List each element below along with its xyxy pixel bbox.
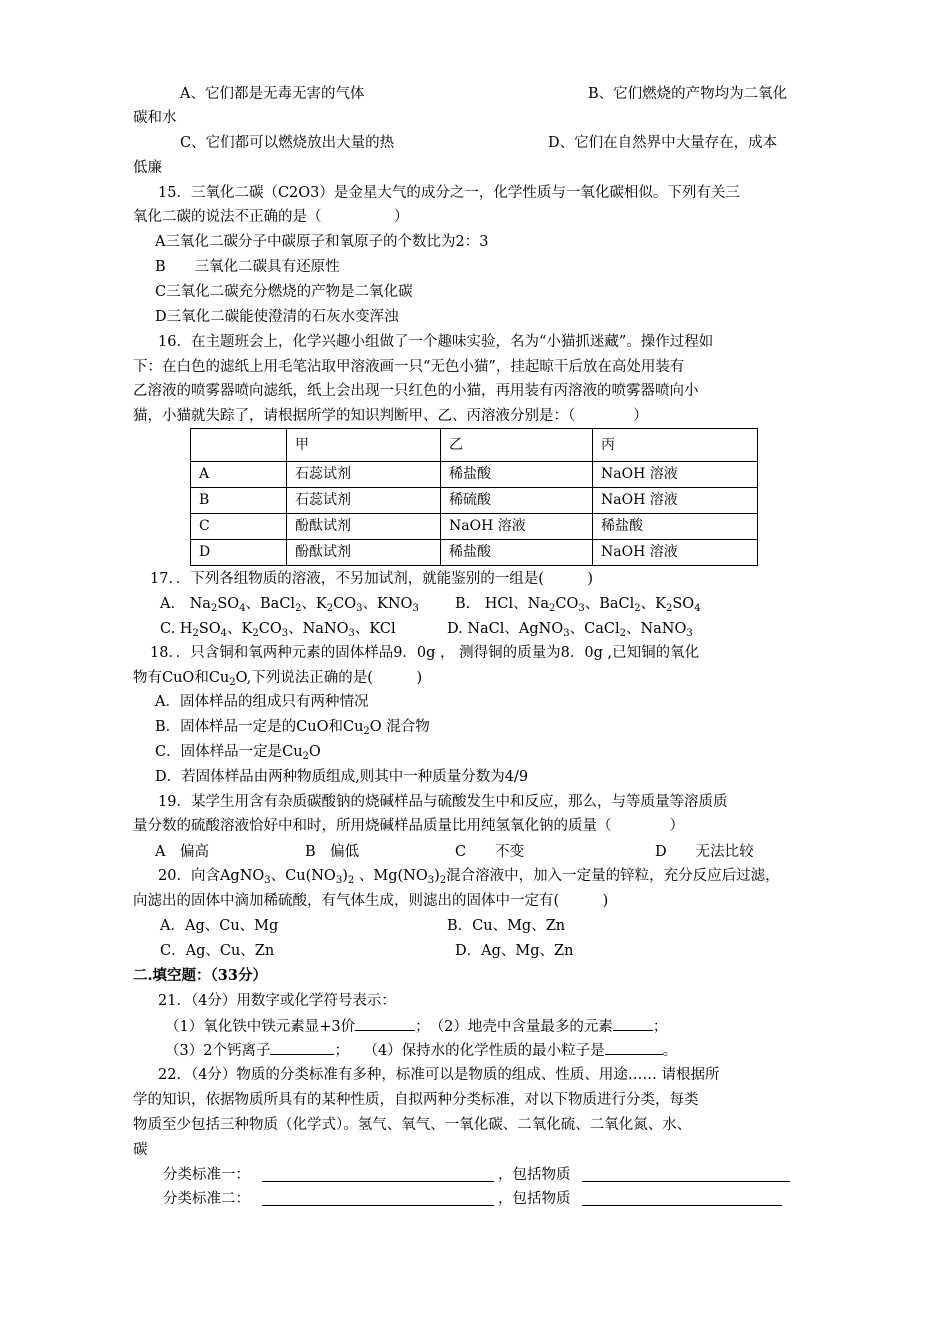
q18-option-a: A．固体样品的组成只有两种情况	[155, 694, 369, 710]
table-cell: NaOH 溶液	[593, 488, 758, 514]
q21-blank-1[interactable]	[355, 1016, 415, 1031]
q21-part2-end: ；	[652, 1019, 668, 1035]
q18-option-c	[155, 742, 321, 762]
q21-blank-4[interactable]	[605, 1040, 663, 1055]
q18-line2-sub: 2	[229, 677, 236, 688]
table-header-cell: 乙	[441, 429, 593, 462]
q18-line2-text: 物有CuO和Cu	[133, 670, 230, 686]
q20-option-d: D．Ag、Mg、Zn	[455, 943, 574, 959]
q17-b-label: B.	[455, 596, 471, 612]
q22-standard-2-label: 分类标准二：	[163, 1191, 250, 1207]
q22-standard-1-blank[interactable]	[262, 1181, 494, 1182]
q17-c-label: C.	[160, 621, 176, 637]
q18-option-b	[155, 717, 430, 737]
q15-option-d: D三氧化二碳能使澄清的石灰水变浑浊	[155, 309, 399, 325]
q20-line1-cu: 、Cu(NO	[270, 868, 336, 884]
q20-stem-line1: 20．向含AgNO$_3$、$Cu(NO_3)_2$ 、$Mg(NO_3)_2$混合溶液中，加入一定量的锌粒，充分反应后过滤，	[158, 868, 780, 886]
table-header-cell: 甲	[287, 429, 441, 462]
q22-stem-line2: 学的知识，依据物质所具有的某种性质，自拟两种分类标准，对以下物质进行分类，每类	[133, 1092, 699, 1108]
table-cell: 稀硫酸	[441, 488, 593, 514]
q16-table	[190, 428, 758, 566]
table-cell: 石蕊试剂	[287, 488, 441, 514]
q21-row2	[165, 1040, 677, 1061]
q17-option-c: C. $H_2SO_4$、$K_2CO_3$、NaNO$_3$、KCl	[160, 621, 396, 639]
q22-standard-2-blank[interactable]	[262, 1205, 494, 1206]
q21-part4: ； （4）保持水的化学性质的最小粒子是	[334, 1043, 605, 1059]
q16-stem-line2: 下：在白色的滤纸上用毛笔沾取甲溶液画一只“无色小猫”，挂起晾干后放在高处用装有	[133, 359, 685, 375]
q14-option-b-cont: 碳和水	[133, 110, 177, 126]
table-cell: 稀盐酸	[441, 462, 593, 488]
q18-b-text: B．固体样品一定是的CuO和Cu	[155, 719, 364, 735]
q14-option-d: D、它们在自然界中大量存在，成本	[548, 135, 778, 151]
table-cell: 稀盐酸	[593, 514, 758, 540]
q22-stem-line4: 碳	[133, 1142, 148, 1158]
table-cell: NaOH 溶液	[593, 540, 758, 566]
q17-a-label: A.	[160, 596, 176, 612]
table-row	[191, 488, 758, 514]
q17-option-a: A. $Na_2SO_4$、BaCl$_2$、$K_2CO_3$、$KNO_3$	[160, 596, 419, 614]
q21-part3: （3）2个钙离子	[165, 1043, 271, 1059]
q20-option-c: C．Ag、Cu、Zn	[160, 943, 275, 959]
q17-stem: 17．．下列各组物质的溶液，不另加试剂，就能鉴别的一组是( )	[150, 571, 594, 587]
q15-option-c: C三氧化二碳充分燃烧的产物是二氧化碳	[155, 284, 413, 300]
q19-stem-line1: 19．某学生用含有杂质碳酸钠的烧碱样品与硫酸发生中和反应，那么，与等质量等溶质质	[158, 794, 728, 810]
q20-option-b: B．Cu、Mg、Zn	[447, 918, 566, 934]
table-cell: 石蕊试剂	[287, 462, 441, 488]
table-header-cell	[191, 429, 287, 462]
q20-line1-mg: 、Mg(NO	[358, 868, 428, 884]
q21-part4-end: 。	[662, 1043, 678, 1059]
table-cell: NaOH 溶液	[593, 462, 758, 488]
q21-part1: （1）氧化铁中铁元素显+3价	[165, 1019, 356, 1035]
table-cell: B	[191, 488, 287, 514]
q17-option-b: B. HCl、$Na_2CO_3$、BaCl$_2$、$K_2SO_4$	[455, 596, 701, 614]
table-header-cell: 丙	[593, 429, 758, 462]
q22-standard-1-incl: ，包括物质	[498, 1167, 571, 1183]
q21-blank-3[interactable]	[270, 1040, 334, 1055]
q22-standard-2-items-blank[interactable]	[582, 1205, 782, 1206]
q18-c-end: O	[308, 744, 321, 760]
q15-stem-line1: 15．三氧化二碳（C2O3）是金星大气的成分之一，化学性质与一氧化碳相似。下列有关三	[158, 185, 740, 201]
q15-stem-line2: 氧化二碳的说法不正确的是（ ）	[133, 209, 409, 225]
table-cell: C	[191, 514, 287, 540]
q21-row1	[165, 1016, 667, 1037]
table-cell: 酚酞试剂	[287, 540, 441, 566]
q14-option-b: B、它们燃烧的产物均为二氧化	[588, 86, 788, 102]
q15-option-a: A三氧化二碳分子中碳原子和氧原子的个数比为2：3	[155, 234, 489, 250]
q17-option-d: D. NaCl、AgNO$_3$、CaCl$_2$、NaNO$_3$	[447, 621, 693, 639]
table-row	[191, 540, 758, 566]
q14-option-d-cont: 低廉	[133, 160, 162, 176]
q21-part2: ； （2）地壳中含量最多的元素	[415, 1019, 613, 1035]
q18-line2-end: O,下列说法正确的是( )	[235, 670, 423, 686]
q14-option-c: C、它们都可以燃烧放出大量的热	[180, 135, 395, 151]
q22-standard-2-incl: ，包括物质	[498, 1191, 571, 1207]
q18-b-sub: 2	[363, 726, 370, 737]
q20-line1-text: 20．向含AgNO	[158, 868, 265, 884]
table-cell: NaOH 溶液	[441, 514, 593, 540]
q18-stem-line1: 18．．只含铜和氧两种元素的固体样品9．0g ， 测得铜的质量为8．0g ,已知铜的氧化	[150, 645, 700, 661]
table-row	[191, 514, 758, 540]
q14-option-a: A、它们都是无毒无害的气体	[180, 86, 365, 102]
table-cell: 酚酞试剂	[287, 514, 441, 540]
q19-stem-line2: 量分数的硫酸溶液恰好中和时，所用烧碱样品质量比用纯氢氧化钠的质量（ ）	[133, 818, 684, 834]
q15-option-b: B 三氧化二碳具有还原性	[155, 259, 340, 275]
q16-stem-line1: 16．在主题班会上，化学兴趣小组做了一个趣味实验，名为“小猫抓迷藏”。操作过程如	[158, 334, 714, 350]
table-header-row	[191, 429, 758, 462]
table-cell: D	[191, 540, 287, 566]
q20-option-a: A．Ag、Cu、Mg	[160, 918, 279, 934]
q18-c-text: C．固体样品一定是Cu	[155, 744, 303, 760]
q22-stem-line1: 22．（4分）物质的分类标准有多种，标准可以是物质的组成、性质、用途…… 请根据所	[158, 1067, 720, 1083]
q20-stem-line2: 向滤出的固体中滴加稀硫酸，有气体生成，则滤出的固体中一定有( )	[133, 893, 609, 909]
q18-option-d: D．若固体样品由两种物质组成,则其中一种质量分数为4/9	[155, 769, 529, 785]
table-row	[191, 462, 758, 488]
q20-line1-end: 混合溶液中，加入一定量的锌粒，充分反应后过滤，	[446, 868, 780, 884]
q19-option-d: D 无法比较	[655, 844, 754, 860]
section-title: 二.填空题：（33分）	[133, 967, 267, 984]
table-cell: 稀盐酸	[441, 540, 593, 566]
q21-blank-2[interactable]	[613, 1016, 653, 1031]
q19-option-b: B 偏低	[305, 844, 360, 860]
q19-option-a: A 偏高	[155, 844, 209, 860]
q22-standard-1-items-blank[interactable]	[582, 1181, 790, 1182]
q22-standard-1-label: 分类标准一：	[163, 1167, 250, 1183]
q17-d-label: D.	[447, 621, 463, 637]
q16-stem-line4: 猫，小猫就失踪了，请根据所学的知识判断甲、乙、丙溶液分别是：（ ）	[133, 408, 648, 424]
q18-stem-line2	[133, 668, 422, 688]
q21-stem: 21．（4分）用数字或化学符号表示：	[158, 993, 396, 1009]
q22-stem-line3: 物质至少包括三种物质（化学式）。氢气、氧气、一氧化碳、二氧化硫、二氧化氮、水、	[133, 1117, 692, 1133]
q18-b-end: O 混合物	[369, 719, 430, 735]
q18-c-sub: 2	[302, 751, 309, 762]
q19-option-c: C 不变	[455, 844, 525, 860]
q16-stem-line3: 乙溶液的喷雾器喷向滤纸，纸上会出现一只红色的小猫，再用装有丙溶液的喷雾器喷向小	[133, 383, 699, 399]
table-cell: A	[191, 462, 287, 488]
